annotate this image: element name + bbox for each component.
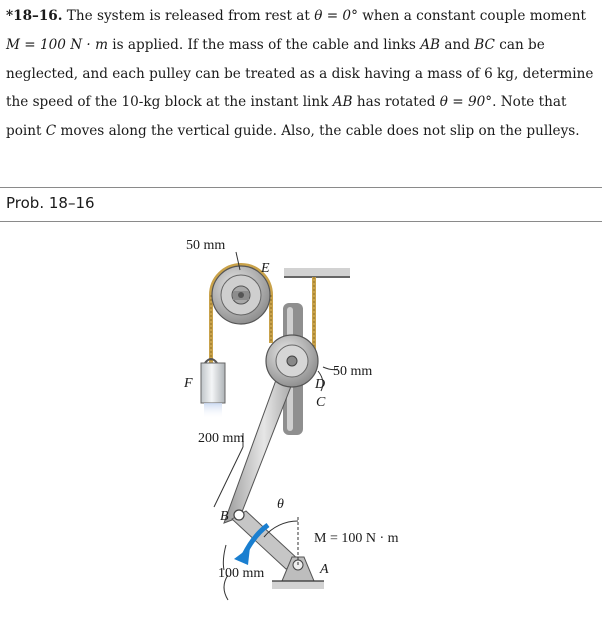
point-c: C bbox=[45, 123, 57, 140]
caption-bottom-rule bbox=[0, 221, 602, 222]
link-ab-2: AB bbox=[332, 94, 353, 111]
dim-200: 200 mm bbox=[198, 431, 245, 446]
theta-final: θ = 90° bbox=[439, 94, 493, 111]
label-b: B bbox=[220, 509, 229, 524]
mechanism-figure bbox=[0, 225, 608, 618]
block-f bbox=[201, 359, 225, 419]
label-a: A bbox=[320, 562, 329, 577]
link-ab: AB bbox=[420, 36, 441, 53]
figure-caption: Prob. 18–16 bbox=[6, 194, 95, 212]
problem-text-2: when a constant couple moment bbox=[357, 8, 586, 24]
moment-label: M = 100 N · m bbox=[314, 531, 399, 546]
moment-value: M = 100 N · m bbox=[6, 36, 108, 53]
pulley-d bbox=[266, 335, 318, 387]
problem-text-4: can be neglected, and each pulley can be treated as a disk having a mass of 6 kg, determine the speed of the 10-kg block at the instant link bbox=[6, 36, 594, 111]
problem-text-7: moves along the vertical guide. Also, the cable does not slip on the pulleys. bbox=[56, 123, 580, 140]
ceiling-support bbox=[284, 268, 350, 277]
problem-text-3: is applied. If the mass of the cable and links bbox=[107, 36, 421, 53]
theta-initial: θ = 0° bbox=[314, 8, 358, 24]
problem-statement bbox=[6, 2, 602, 146]
label-f: F bbox=[184, 376, 193, 391]
caption-top-rule bbox=[0, 187, 602, 188]
label-theta: θ bbox=[277, 497, 284, 512]
dim-50-top: 50 mm bbox=[186, 238, 226, 253]
problem-text-and: and bbox=[440, 36, 475, 53]
problem-text-1: The system is released from rest at bbox=[62, 8, 315, 24]
label-e: E bbox=[261, 261, 270, 276]
problem-number: *18–16. bbox=[6, 8, 63, 24]
label-d: D bbox=[315, 377, 326, 392]
problem-text-6: . Note that point bbox=[6, 94, 567, 140]
link-bc: BC bbox=[474, 36, 495, 53]
dim-50-right: 50 mm bbox=[333, 364, 373, 379]
dim-100: 100 mm bbox=[218, 566, 265, 581]
problem-text-5: has rotated bbox=[352, 94, 440, 111]
label-c: C bbox=[316, 395, 326, 410]
